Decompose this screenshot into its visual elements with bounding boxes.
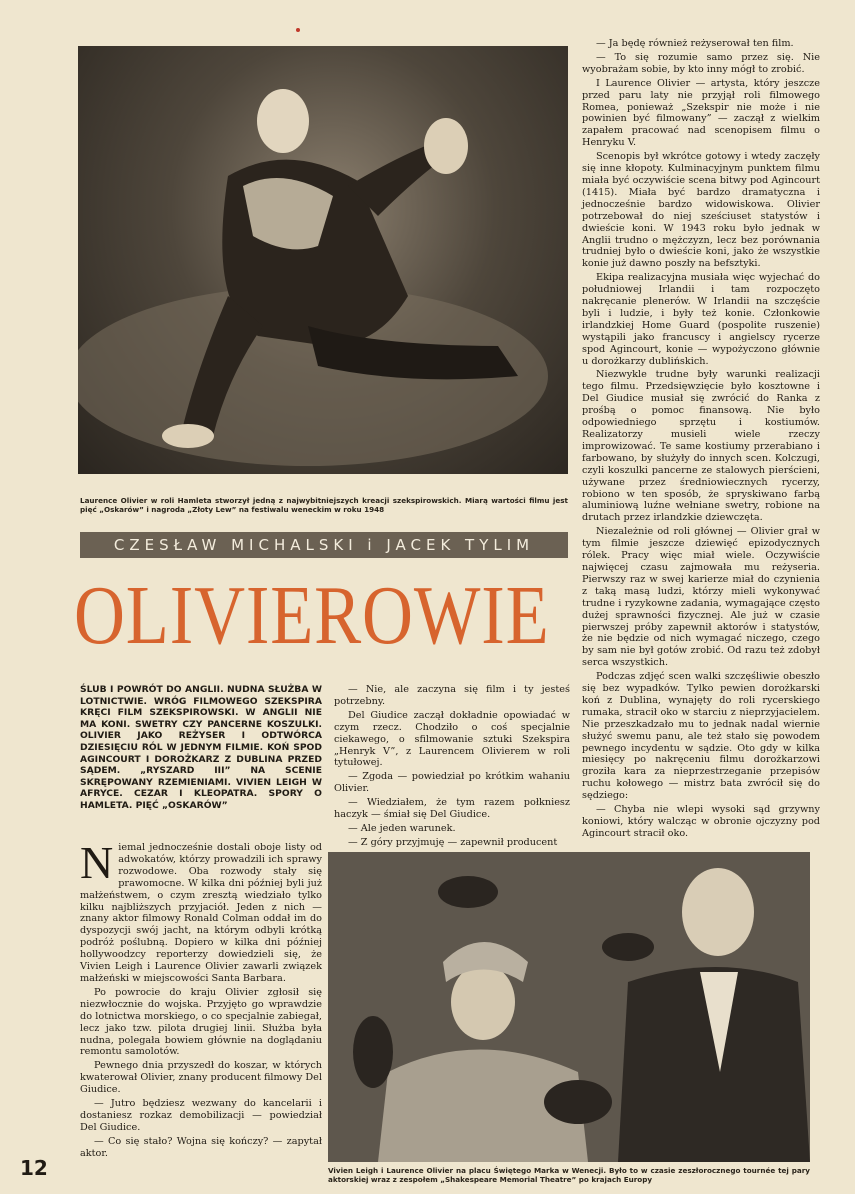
article-title: OLIVIEROWIE (74, 569, 550, 662)
printer-mark (296, 28, 300, 32)
paragraph: Niezwykle trudne były warunki realizacji tego filmu. Przedsięwzięcie było kosztowne i Del Giudice musiał się zwrócić do Ranka z prośbą o pomoc finansową. Nie było odpowiedniego sprzętu i kostiumów. Realizatorzy musieli wiele rzeczy improwizować. Te same kostiumy przerabiano i farbowano, by służyły do innych scen. Kolczugi, czyli koszulki pancerne ze stalowych pierścieni, używane przez średniowiecznych rycerzy, robiono w ten sposób, że spryskiwano farbą aluminiową luźne wełniane swetry, robione na drutach przez irlandzkie dziewczęta. (582, 369, 820, 524)
column-1 (80, 837, 322, 1159)
paragraph: Del Giudice zaczął dokładnie opowiadać w czym rzecz. Chodziło o coś specjalnie ciekawego, o sfilmowanie sztuki Szekspira „Henryk V”, z Laurencem Olivierem w roli tytułowej. (334, 709, 570, 769)
paragraph: — Wiedziałem, że tym razem połkniesz haczyk — śmiał się Del Giudice. (334, 797, 570, 821)
paragraph: Podczas zdjęć scen walki szczęśliwie obeszło się bez wypadków. Tylko pewien dorożkarski koń z Dublina, wynajęty do roli rycerskiego rumaka, stracił oko w starciu z nieprzyjacielem. Nie przeszkadzało mu to jednak nadal wiernie służyć swemu panu, ale też stało się powodem pewnego incydentu w sądzie. Oto gdy w kilka miesięcy po nakręceniu filmu dorożkarzowi groziła kara za nieprzestrzeganie przepisów ruchu kołowego — mistrz bata zwrócił się do sędziego: (582, 671, 820, 802)
paragraph: — Co się stało? Wojna się kończy? — zapytał aktor. (80, 1135, 322, 1159)
paragraph: Scenopis był wkrótce gotowy i wtedy zaczęły się inne kłopoty. Kulminacyjnym punktem filmu miała być oczywiście scena bitwy pod Agincourt (1415). Miała być bardzo dramatyczna i jednocześnie bardzo widowiskowa. Olivier potrzebował do niej sześciuset statystów i dwieście koni. W 1943 roku było jednak w Anglii trudno o mężczyzn, lecz bez porównania trudniej było o dwieście koni, jako że wszystkie konie już dawno poszły na befsztyki. (582, 151, 820, 270)
hamlet-illustration (78, 46, 568, 474)
paragraph: Po powrocie do kraju Olivier zgłosił się niezwłocznie do wojska. Przyjęto go wprawdzie do lotnictwa morskiego, o co specjalnie zabiegał, lecz jako tzw. pilota drugiej linii. Służba była nudna, polegała bowiem głównie na doglądaniu remontu samolotów. (80, 986, 322, 1058)
paragraph: Ekipa realizacyjna musiała więc wyjechać do południowej Irlandii i tam rozpoczęto nakręcanie plenerów. W Irlandii na szczęście byli i ludzie, i były też konie. Członkowie irlandzkiej Home Guard (pospolite ruszenie) wystąpili jako francuscy i angielscy rycerze spod Agincourt, konie — wypożyczono głównie u dorożkarzy dublińskich. (582, 272, 820, 367)
paragraph: — Z góry przyjmuję — zapewnił producent (348, 836, 558, 848)
photo-venice (328, 852, 810, 1162)
paragraph: — Zgoda — powiedział po krótkim wahaniu Olivier. (334, 771, 570, 795)
paragraph: Niemal jednocześnie dostali oboje listy od adwokatów, którzy prowadzili ich sprawy rozwodowe. Oba rozwody stały się prawomocne. W kilka dni później byli już małżeństwem, o czym zresztą wiedziało tylko kilku najbliższych przyjaciół. Jeden z nich — znany aktor filmowy Ronald Colman oddał im do dyspozycji swój jacht, na którym odbyli krótką podróż poślubną. Dopiero w kilka dni później hollywoodzcy reporterzy dowiedzieli się, że Vivien Leigh i Laurence Olivier zawarli związek małżeński w miejscowości Santa Barbara. (80, 837, 322, 984)
photo-venice-caption: Vivien Leigh i Laurence Olivier na placu Świętego Marka w Wenecji. Było to w czasie zeszłorocznego tournée tej pary aktorskiej wraz z zespołem „Shakespeare Memorial Theatre” po krajach Europy (328, 1166, 810, 1184)
article-lead: ŚLUB I POWRÓT DO ANGLII. NUDNA SŁUŻBA W LOTNICTWIE. WRÓG FILMOWEGO SZEKSPIRA KRĘCI FILM SZEKSPIROWSKI. W ANGLII NIE MA KONI. SWETRY CZY PANCERNE KOSZULKI. OLIVIER JAKO REŻYSER I ODTWÓRCA DZIESIĘCIU RÓL W JEDNYM FILMIE. KOŃ SPOD AGINCOURT I DOROŻKARZ Z DUBLINA PRZED SĄDEM. „RYSZARD III” NA SCENIE SKRĘPOWANY RZEMIENIAMI. VIVIEN LEIGH W AFRYCE. CEZAR I KLEOPATRA. SPORY O HAMLETA. PIĘĆ „OSKARÓW” (80, 684, 322, 811)
paragraph: — Nie, ale zaczyna się film i ty jesteś potrzebny. (334, 684, 570, 707)
paragraph: — To się rozumie samo przez się. Nie wyobrażam sobie, by kto inny mógł to zrobić. (582, 51, 820, 75)
venice-illustration (328, 852, 810, 1162)
paragraph: I Laurence Olivier — artysta, który jeszcze przed paru laty nie przyjął roli filmowego Romea, ponieważ „Szekspir nie może i nie powinien być filmowany” — zaczął z wielkim zapałem pracować nad scenopisem filmu o Henryku V. (582, 77, 820, 149)
drop-cap: N (80, 837, 114, 888)
page-number: 12 (20, 1156, 48, 1180)
photo-hamlet-caption: Laurence Olivier w roli Hamleta stworzył jedną z najwybitniejszych kreacji szekspirowskich. Miarą wartości filmu jest pięć „Oskarów” i nagroda „Złoty Lew” na festiwalu weneckim w roku 1948 (80, 496, 568, 514)
paragraph: — Chyba nie wlepi wysoki sąd grzywny koniowi, który walcząc w obronie ojczyzny pod Agincourt stracił oko. (582, 804, 820, 839)
paragraph: — Ale jeden warunek. (348, 822, 456, 834)
paragraph: — Jutro będziesz wezwany do kancelarii i dostaniesz rozkaz demobilizacji — powiedział Del Giudice. (80, 1098, 322, 1133)
photo-hamlet (78, 46, 568, 474)
paragraph: Niezależnie od roli głównej — Olivier grał w tym filmie jeszcze dziewięć epizodycznych rólek. Pracy więc miał wiele. Oczywiście najwięcej czasu zajmowała mu reżyseria. Pierwszy raz w swej karierze miał do czynienia z taką masą ludzi, którzy mieli wykonywać trudne i ryzykowne zadania, wymagające często dużej sprawności fizycznej. Ale już w czasie pierwszej próby zapewnił aktorów i statystów, że nie będzie od nich wymagać niczego, czego by sam nie był gotów zrobić. Od razu też zdobył serca wszystkich. (582, 526, 820, 669)
paragraph: — Ja będę również reżyserował ten film. (596, 38, 794, 49)
column-2 (334, 684, 570, 848)
column-3 (582, 38, 820, 846)
paragraph: Pewnego dnia przyszedł do koszar, w których kwaterował Olivier, znany producent filmowy Del Giudice. (80, 1060, 322, 1096)
article-byline: CZESŁAW MICHALSKI i JACEK TYLIM (80, 532, 568, 558)
